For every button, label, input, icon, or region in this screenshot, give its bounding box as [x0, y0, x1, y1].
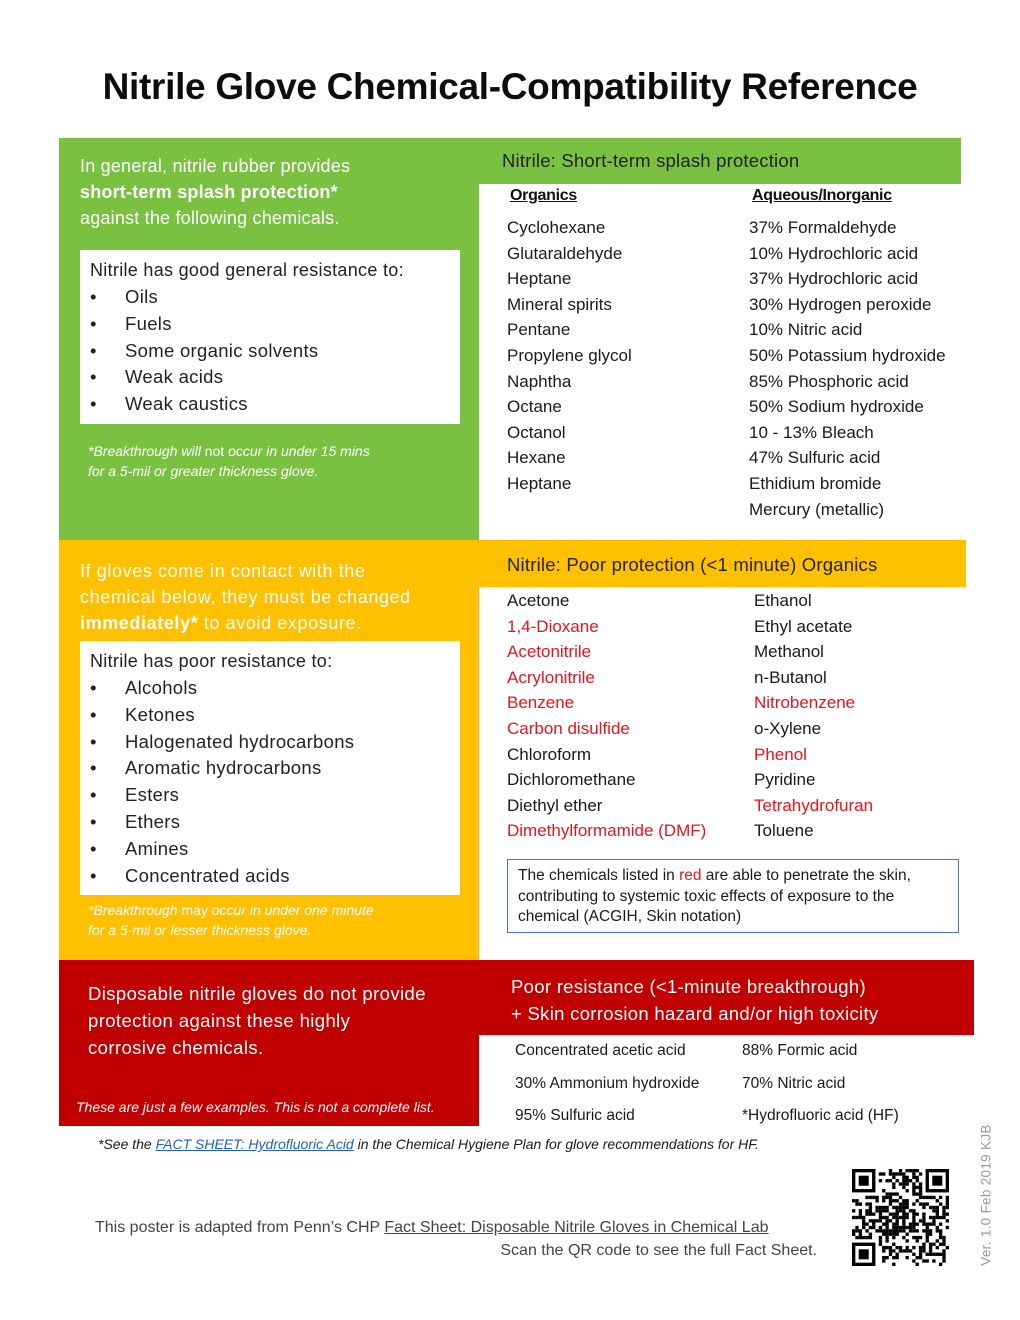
bullet-icon: •	[90, 837, 97, 859]
organic-chemical: Octane	[507, 397, 562, 417]
organics-list	[507, 215, 632, 497]
organic-chemical: Mineral spirits	[507, 294, 612, 314]
green-intro	[80, 153, 470, 231]
bullet-item: • Amines	[90, 836, 354, 863]
yellow-intro-line1: If gloves come in contact with the	[80, 561, 366, 581]
poor-chemical: Ethyl acetate	[754, 616, 853, 636]
credit-line2: Scan the QR code to see the full Fact Sheet.	[500, 1242, 817, 1259]
poor-chemical: Acrylonitrile	[507, 667, 595, 687]
organic-chemical: Heptane	[507, 473, 572, 493]
green-intro-line3: against the following chemicals.	[80, 208, 340, 228]
bullet-icon: •	[90, 393, 97, 415]
good-resistance-heading: Nitrile has good general resistance to:	[90, 260, 404, 280]
table-row	[507, 1035, 974, 1068]
bullet-icon: •	[90, 366, 97, 388]
green-strip-title: Nitrile: Short-term splash protection	[502, 150, 800, 171]
bullet-icon: •	[90, 730, 97, 752]
poor-chemical: Tetrahydrofuran	[754, 795, 874, 815]
bullet-item: • Oils	[90, 284, 318, 311]
table-cell: *Hydrofluoric acid (HF)	[742, 1107, 899, 1124]
organic-chemical: Pentane	[507, 320, 571, 340]
organic-chemical: Heptane	[507, 269, 572, 289]
green-intro-line1: In general, nitrile rubber provides	[80, 156, 351, 176]
bullet-item: • Weak caustics	[90, 391, 318, 418]
aqueous-chemical: 50% Sodium hydroxide	[749, 397, 924, 417]
poor-chemical: Methanol	[754, 642, 824, 662]
poor-chemical: Dichloromethane	[507, 770, 636, 790]
table-cell: Concentrated acetic acid	[515, 1042, 686, 1059]
bullet-item: • Esters	[90, 782, 354, 809]
page-title: Nitrile Glove Chemical-Compatibility Reference	[102, 66, 918, 107]
red-strip-title	[511, 973, 971, 1027]
poor-organics-col2	[754, 588, 873, 844]
poor-chemical: o-Xylene	[754, 718, 822, 738]
bullet-icon: •	[90, 810, 97, 832]
hf-footnote: *See the FACT SHEET: Hydrofluoric Acid in the Chemical Hygiene Plan for glove recommendations for HF.	[98, 1136, 759, 1152]
table-cell: 70% Nitric acid	[742, 1074, 846, 1092]
poor-chemical: Pyridine	[754, 770, 816, 790]
aqueous-chemical: Mercury (metallic)	[749, 499, 885, 519]
red-intro-line2: protection against these highly	[88, 1010, 351, 1031]
bullet-item: • Some organic solvents	[90, 338, 318, 365]
hf-fact-sheet-link[interactable]: FACT SHEET: Hydrofluoric Acid	[155, 1136, 354, 1152]
bullet-item: • Ethers	[90, 809, 354, 836]
bullet-icon: •	[90, 864, 97, 886]
green-note-not: not	[204, 443, 225, 459]
bullet-icon: •	[90, 784, 97, 806]
red-intro-line1: Disposable nitrile gloves do not provide	[88, 983, 426, 1004]
bullet-icon: •	[90, 312, 97, 334]
poor-chemical: Acetonitrile	[507, 642, 592, 662]
bullet-item: • Weak acids	[90, 364, 318, 391]
poor-organics-col1	[507, 588, 706, 844]
bullet-item: • Alcohols	[90, 675, 354, 702]
poor-chemical: Phenol	[754, 744, 807, 764]
yellow-note-may: may	[181, 902, 208, 918]
poor-chemical: Carbon disulfide	[507, 718, 630, 738]
aqueous-chemical: Ethidium bromide	[749, 473, 882, 493]
poor-chemical: n-Butanol	[754, 667, 827, 687]
aqueous-chemical: 10% Nitric acid	[749, 320, 863, 340]
skin-note-red-word: red	[679, 867, 702, 884]
organic-chemical: Octanol	[507, 422, 566, 442]
table-row	[507, 1068, 974, 1101]
table-cell: 95% Sulfuric acid	[515, 1107, 635, 1124]
red-note: These are just a few examples. This is not a complete list.	[76, 1099, 435, 1115]
yellow-strip-title: Nitrile: Poor protection (<1 minute) Organics	[507, 554, 878, 575]
red-intro	[88, 980, 473, 1061]
poor-chemical: Benzene	[507, 693, 575, 713]
green-intro-bold: short-term splash protection*	[80, 182, 338, 202]
poor-chemical: Chloroform	[507, 744, 592, 764]
poor-chemical: 1,4-Dioxane	[507, 616, 599, 636]
organic-chemical: Hexane	[507, 448, 566, 468]
bullet-icon: •	[90, 703, 97, 725]
organics-header: Organics	[510, 187, 577, 204]
poor-chemical: Dimethylformamide (DMF)	[507, 821, 707, 841]
organic-chemical: Propylene glycol	[507, 345, 632, 365]
poor-chemical: Nitrobenzene	[754, 693, 856, 713]
yellow-intro: If gloves come in contact with the chemical below, they must be changed immediately* to avoid exposure.	[80, 558, 470, 636]
poor-chemical: Diethyl ether	[507, 795, 603, 815]
good-resistance-list	[90, 284, 318, 418]
aqueous-chemical: 50% Potassium hydroxide	[749, 345, 946, 365]
green-note-line2: for a 5-mil or greater thickness glove.	[88, 463, 319, 479]
table-cell: 88% Formic acid	[742, 1042, 858, 1059]
bullet-icon: •	[90, 286, 97, 307]
qr-code-icon[interactable]	[852, 1169, 949, 1266]
poor-chemical: Ethanol	[754, 591, 812, 610]
yellow-intro-bold: immediately*	[80, 613, 199, 633]
bullet-item: • Aromatic hydrocarbons	[90, 755, 354, 782]
organic-chemical: Glutaraldehyde	[507, 243, 623, 263]
aqueous-list	[749, 215, 946, 522]
bullet-item: • Concentrated acids	[90, 863, 354, 890]
bullet-icon: •	[90, 677, 97, 698]
table-row	[507, 1100, 974, 1133]
aqueous-chemical: 85% Phosphoric acid	[749, 371, 909, 391]
table-cell: 30% Ammonium hydroxide	[515, 1074, 700, 1092]
bullet-item: • Ketones	[90, 702, 354, 729]
organic-chemical: Naphtha	[507, 371, 572, 391]
bullet-item: • Halogenated hydrocarbons	[90, 729, 354, 756]
credit-line1: This poster is adapted from Penn’s CHP Fact Sheet: Disposable Nitrile Gloves in Chemical Lab	[95, 1219, 769, 1236]
bullet-item: • Fuels	[90, 311, 318, 338]
green-note: *Breakthrough will not occur in under 15 mins for a 5-mil or greater thickness glove.	[88, 441, 468, 481]
aqueous-chemical: 37% Hydrochloric acid	[749, 269, 919, 289]
poor-resistance-box	[80, 641, 460, 895]
aqueous-chemical: 30% Hydrogen peroxide	[749, 294, 932, 314]
poor-resistance-list	[90, 675, 354, 889]
bullet-icon: •	[90, 339, 97, 361]
red-intro-line3: corrosive chemicals.	[88, 1037, 264, 1058]
red-strip-line2: + Skin corrosion hazard and/or high toxicity	[511, 1003, 879, 1024]
bullet-icon: •	[90, 757, 97, 779]
yellow-intro-line2: chemical below, they must be changed	[80, 587, 411, 607]
red-strip-line1: Poor resistance (<1-minute breakthrough)	[511, 976, 866, 997]
aqueous-chemical: 10% Hydrochloric acid	[749, 243, 919, 263]
poor-chemical: Acetone	[507, 591, 570, 610]
yellow-note-line2: for a 5-mil or lesser thickness glove.	[88, 922, 312, 938]
skin-notation-note: The chemicals listed in red are able to penetrate the skin, contributing to systemic toxic effects of exposure to the chemical (ACGIH, Skin notation)	[507, 859, 959, 933]
organic-chemical: Cyclohexane	[507, 218, 606, 237]
aqueous-header: Aqueous/Inorganic	[752, 187, 892, 204]
aqueous-chemical: 10 - 13% Bleach	[749, 422, 874, 442]
corrosive-table	[507, 1035, 974, 1133]
poor-resistance-heading: Nitrile has poor resistance to:	[90, 651, 333, 671]
good-resistance-box	[80, 250, 460, 424]
nitrile-fact-sheet-link[interactable]: Fact Sheet: Disposable Nitrile Gloves in Chemical Lab	[384, 1219, 769, 1236]
yellow-note: *Breakthrough may occur in under one minute for a 5-mil or lesser thickness glove.	[88, 900, 468, 940]
poor-chemical: Toluene	[754, 821, 814, 841]
aqueous-chemical: 47% Sulfuric acid	[749, 448, 881, 468]
aqueous-chemical: 37% Formaldehyde	[749, 218, 897, 237]
